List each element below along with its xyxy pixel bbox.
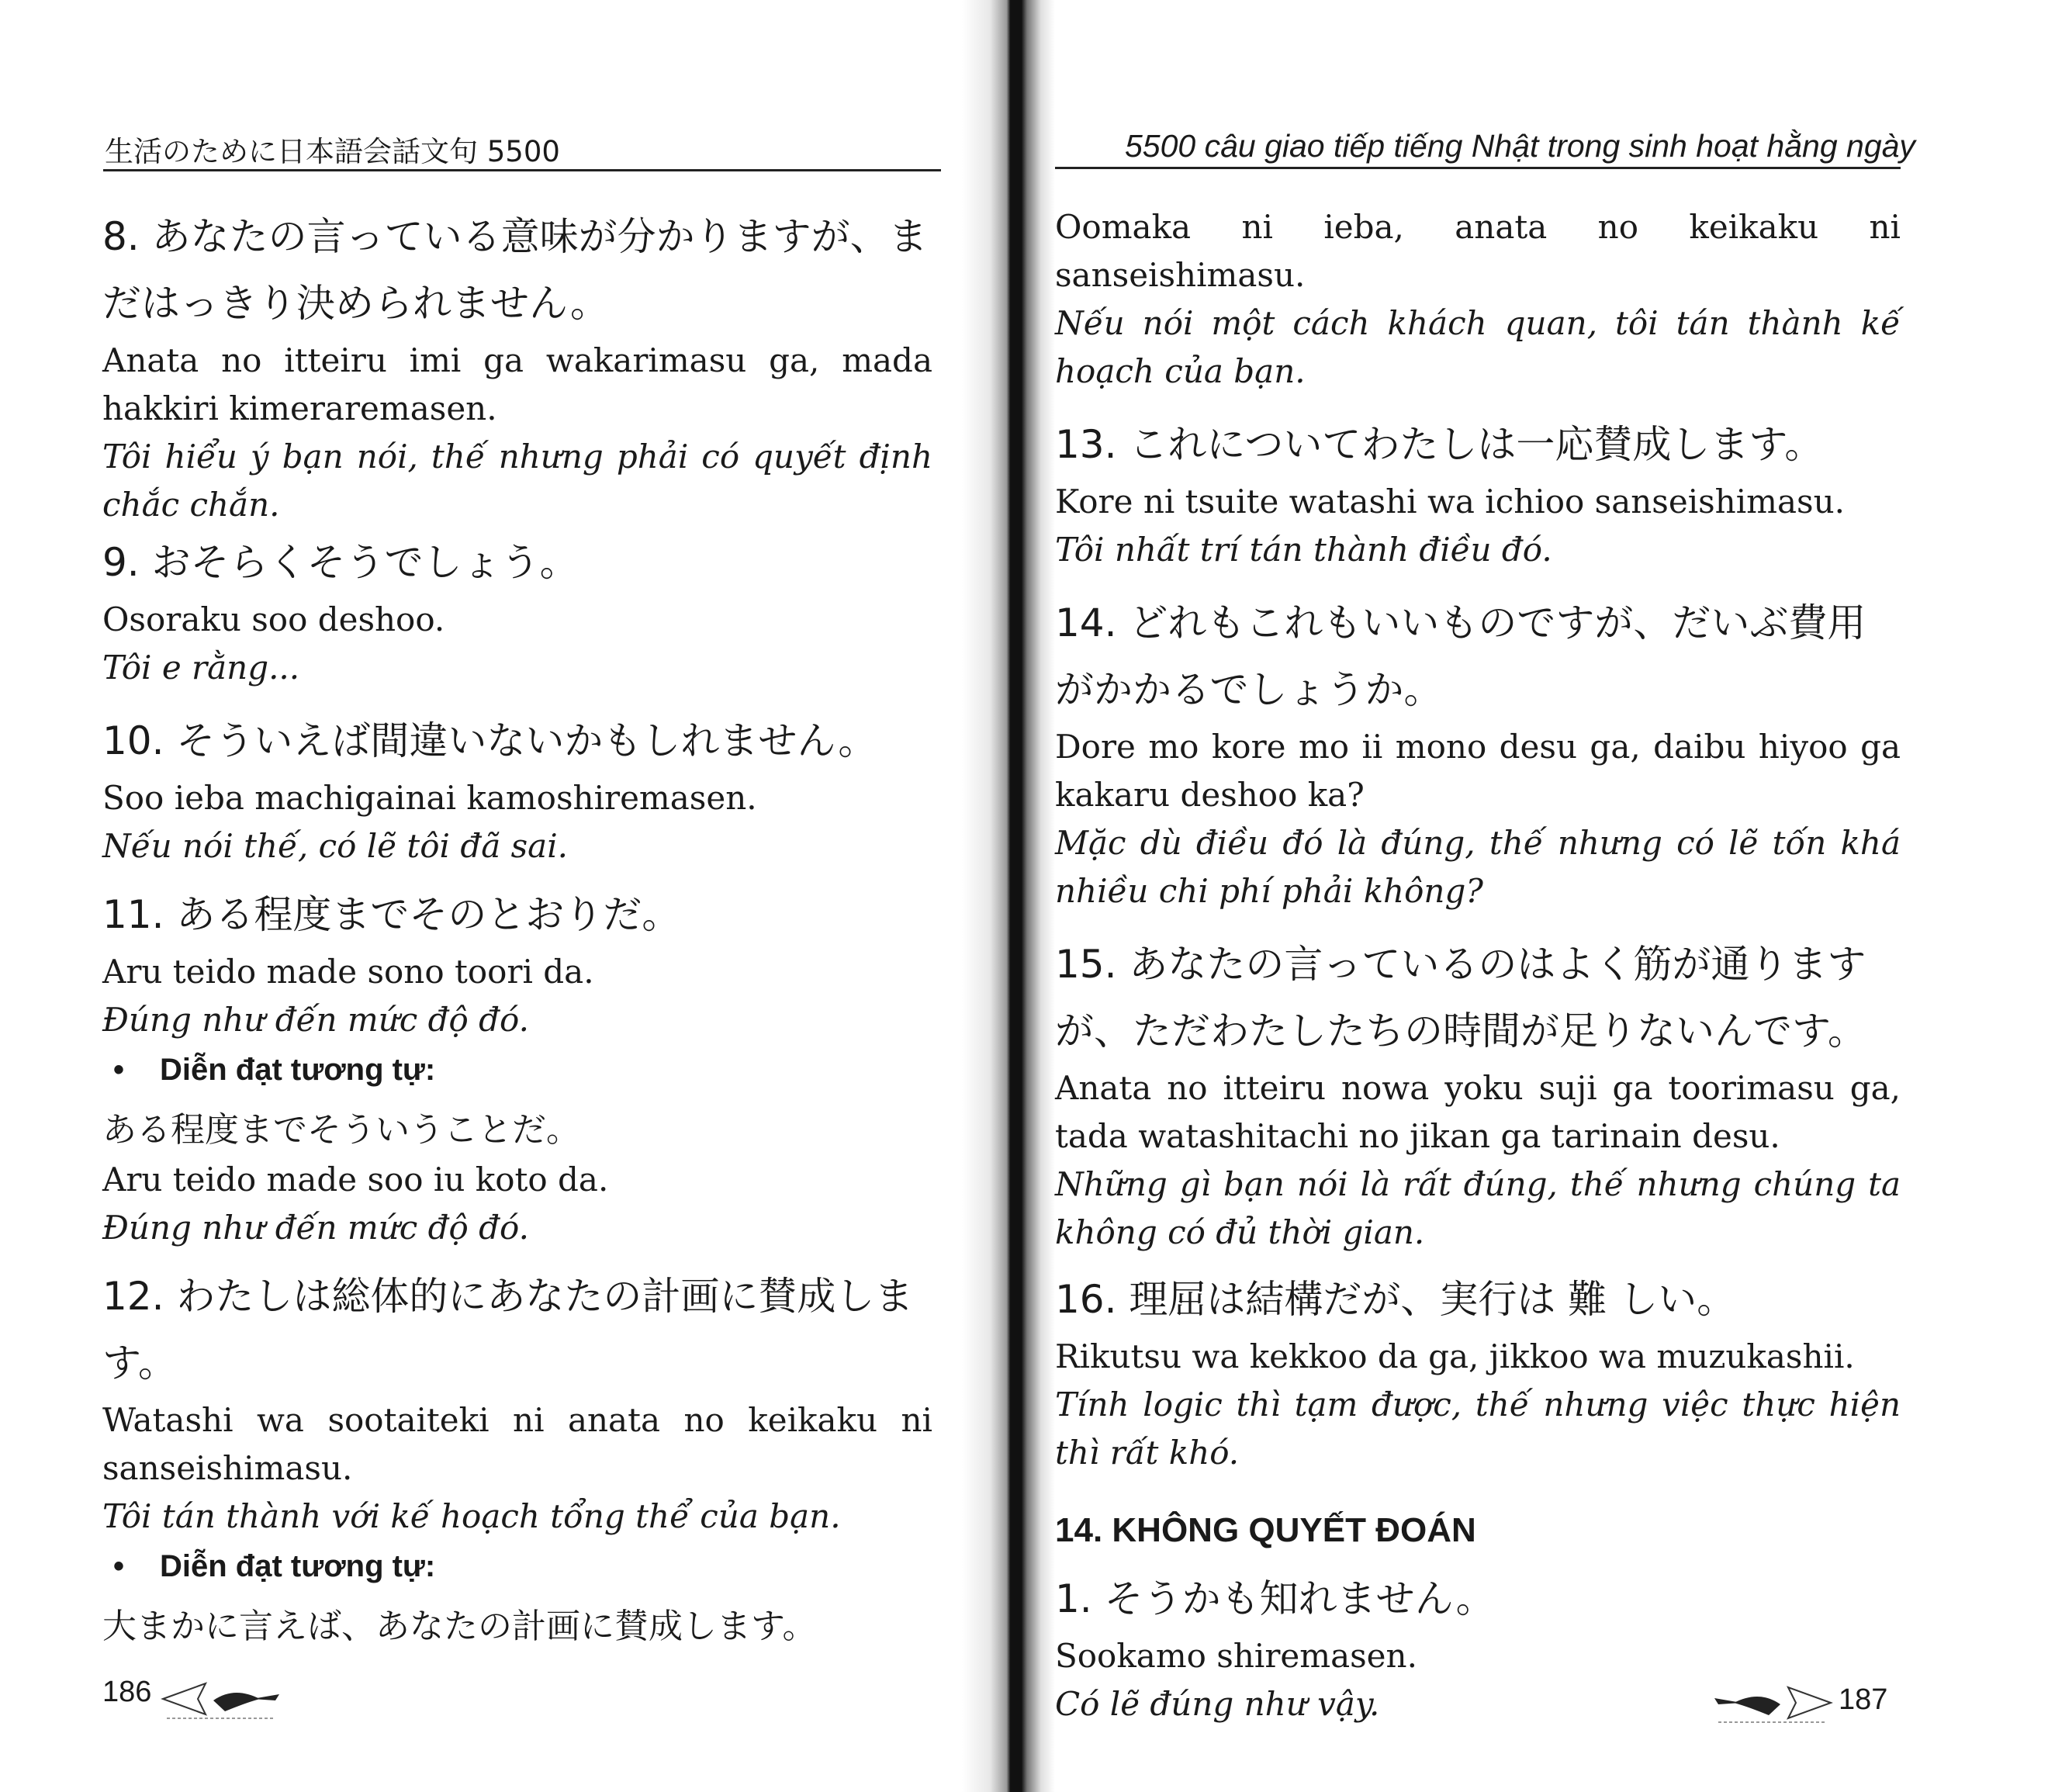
entry-japanese: 1. そうかも知れません。	[1055, 1576, 1495, 1621]
similar-expression-label: • Diễn đạt tương tự:	[102, 1044, 932, 1095]
entry-japanese: 11. ある程度までそのとおりだ。	[102, 892, 681, 937]
header-rule	[103, 169, 941, 171]
left-text-block	[102, 186, 932, 1652]
entry-japanese: 16. 理屈は結構だが、実行は 難 しい。	[1055, 1277, 1736, 1322]
entry-romaji: Watashi wa sootaiteki ni anata no keikaku ni sanseishimasu.	[102, 1401, 932, 1487]
bullet-icon: •	[113, 1053, 125, 1087]
right-text-block	[1055, 203, 1901, 1728]
entry-vietnamese: Tôi tán thành với kế hoạch tổng thể của bạn.	[102, 1497, 841, 1535]
bird-ornament-icon	[159, 1676, 283, 1722]
page-header: 生活のために日本語会話文句 5500	[105, 135, 560, 168]
entry-romaji: Kore ni tsuite watashi wa ichioo sanseishimasu.	[1055, 483, 1845, 521]
page-number: 186	[102, 1676, 152, 1708]
similar-japanese: ある程度までそういうことだ。	[102, 1110, 580, 1150]
entry-japanese: 9. おそらくそうでしょう。	[102, 540, 579, 585]
entry-vietnamese: Có lẽ đúng như vậy.	[1055, 1685, 1380, 1723]
entry-vietnamese: Mặc dù điều đó là đúng, thế nhưng có lẽ tốn khá nhiều chi phí phải không?	[1055, 824, 1901, 910]
entry-romaji: Osoraku soo deshoo.	[102, 600, 445, 638]
entry-vietnamese: Những gì bạn nói là rất đúng, thế nhưng chúng ta không có đủ thời gian.	[1055, 1165, 1901, 1251]
bird-ornament-icon	[1711, 1680, 1835, 1726]
entry-vietnamese: Tôi hiểu ý bạn nói, thế nhưng phải có quyết định chắc chắn.	[102, 438, 932, 524]
entry-vietnamese: Tôi e rằng...	[102, 649, 300, 687]
entry-japanese: 8. あなたの言っている意味が分かりますが、まだはっきり決められません。	[102, 214, 928, 326]
similar-vietnamese: Đúng như đến mức độ đó.	[102, 1209, 529, 1247]
entry-vietnamese: Đúng như đến mức độ đó.	[102, 1001, 529, 1039]
entry-japanese: 10. そういえば間違いないかもしれません。	[102, 718, 877, 763]
page-header: 5500 câu giao tiếp tiếng Nhật trong sinh hoạt hằng ngày	[1125, 128, 1915, 164]
left-page	[0, 0, 962, 1792]
section-heading: 14. KHÔNG QUYẾT ĐOÁN	[1055, 1511, 1476, 1549]
similar-japanese: 大まかに言えば、あなたの計画に賛成します。	[102, 1607, 817, 1646]
entry-japanese: 13. これについてわたしは一応賛成します。	[1055, 422, 1824, 467]
entry-japanese: 12. わたしは総体的にあなたの計画に賛成します。	[102, 1274, 914, 1386]
continuation-romaji: Oomaka ni ieba, anata no keikaku ni sanseishimasu.	[1055, 208, 1901, 294]
right-page	[1055, 0, 2048, 1792]
entry-romaji: Anata no itteiru imi ga wakarimasu ga, mada hakkiri kimeraremasen.	[102, 341, 932, 427]
page-number: 187	[1839, 1683, 1888, 1716]
entry-vietnamese: Tính logic thì tạm được, thế nhưng việc thực hiện thì rất khó.	[1055, 1386, 1901, 1472]
entry-japanese: 14. どれもこれもいいものですが、だいぶ費用がかかるでしょうか。	[1055, 600, 1866, 712]
entry-vietnamese: Nếu nói thế, có lẽ tôi đã sai.	[102, 827, 568, 865]
entry-romaji: Aru teido made sono toori da.	[102, 953, 594, 991]
similar-expression-label: • Diễn đạt tương tự:	[102, 1541, 932, 1592]
entry-romaji: Sookamo shiremasen.	[1055, 1637, 1417, 1675]
entry-japanese: 15. あなたの言っているのはよく筋が通りますが、ただわたしたちの時間が足りないんです。	[1055, 942, 1866, 1053]
entry-romaji: Soo ieba machigainai kamoshiremasen.	[102, 779, 757, 817]
similar-romaji: Aru teido made soo iu koto da.	[102, 1161, 609, 1199]
entry-romaji: Rikutsu wa kekkoo da ga, jikkoo wa muzukashii.	[1055, 1337, 1855, 1375]
entry-romaji: Anata no itteiru nowa yoku suji ga toorimasu ga, tada watashitachi no jikan ga tarinain desu.	[1055, 1069, 1901, 1155]
header-rule	[1055, 167, 1901, 169]
continuation-vietnamese: Nếu nói một cách khách quan, tôi tán thành kế hoạch của bạn.	[1055, 304, 1901, 390]
entry-romaji: Dore mo kore mo ii mono desu ga, daibu hiyoo ga kakaru deshoo ka?	[1055, 728, 1901, 814]
bullet-icon: •	[113, 1549, 125, 1583]
entry-vietnamese: Tôi nhất trí tán thành điều đó.	[1055, 531, 1552, 569]
book-gutter	[962, 0, 1055, 1792]
